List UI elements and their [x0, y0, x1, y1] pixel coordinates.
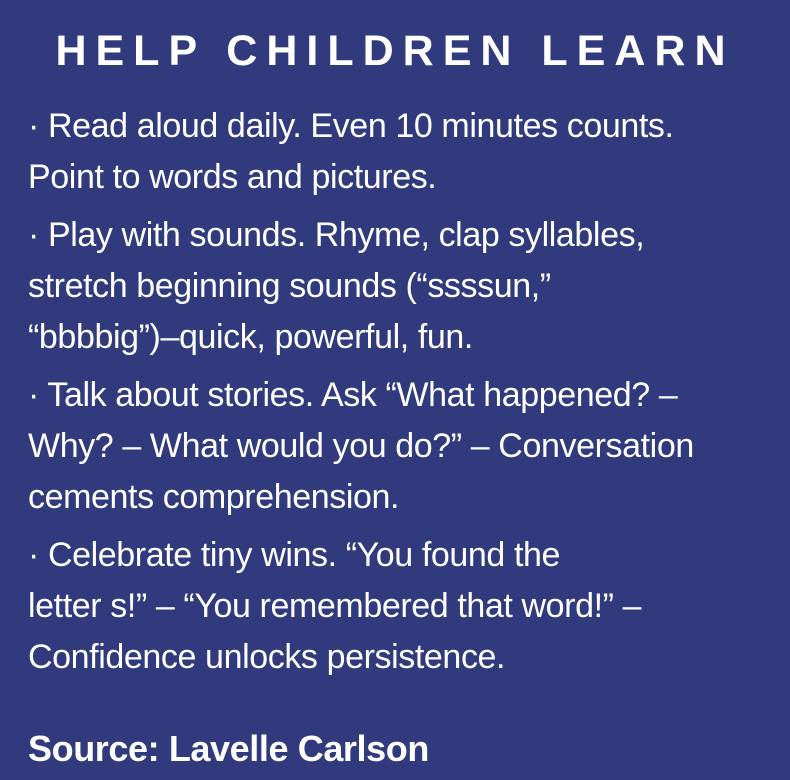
bullet-item-talk-about-stories	[28, 370, 762, 523]
bullet-line: Confidence unlocks persistence.	[28, 638, 506, 677]
bullet-line: letter s!” – “You remembered that word!” –	[28, 587, 642, 626]
bullet-line: cements comprehension.	[28, 478, 400, 517]
bullet-item-read-aloud	[28, 101, 762, 203]
bullet-line: · Play with sounds. Rhyme, clap syllables,	[28, 216, 645, 255]
page-title: HELP CHILDREN LEARN	[55, 27, 735, 75]
bullet-item-celebrate-tiny-wins	[28, 530, 762, 683]
source-attribution: Source: Lavelle Carlson	[28, 728, 429, 770]
bullet-line: Why? – What would you do?” – Conversation	[28, 427, 694, 466]
bullet-line: · Celebrate tiny wins. “You found the	[28, 536, 561, 575]
bullet-line: “bbbbig”)–quick, powerful, fun.	[28, 318, 473, 357]
bullet-item-play-with-sounds	[28, 210, 762, 363]
bullet-line: · Talk about stories. Ask “What happened? –	[28, 376, 678, 415]
bullet-line: Point to words and pictures.	[28, 158, 437, 197]
bullet-line: stretch beginning sounds (“ssssun,”	[28, 267, 551, 306]
bullet-line: · Read aloud daily. Even 10 minutes counts.	[28, 107, 674, 146]
